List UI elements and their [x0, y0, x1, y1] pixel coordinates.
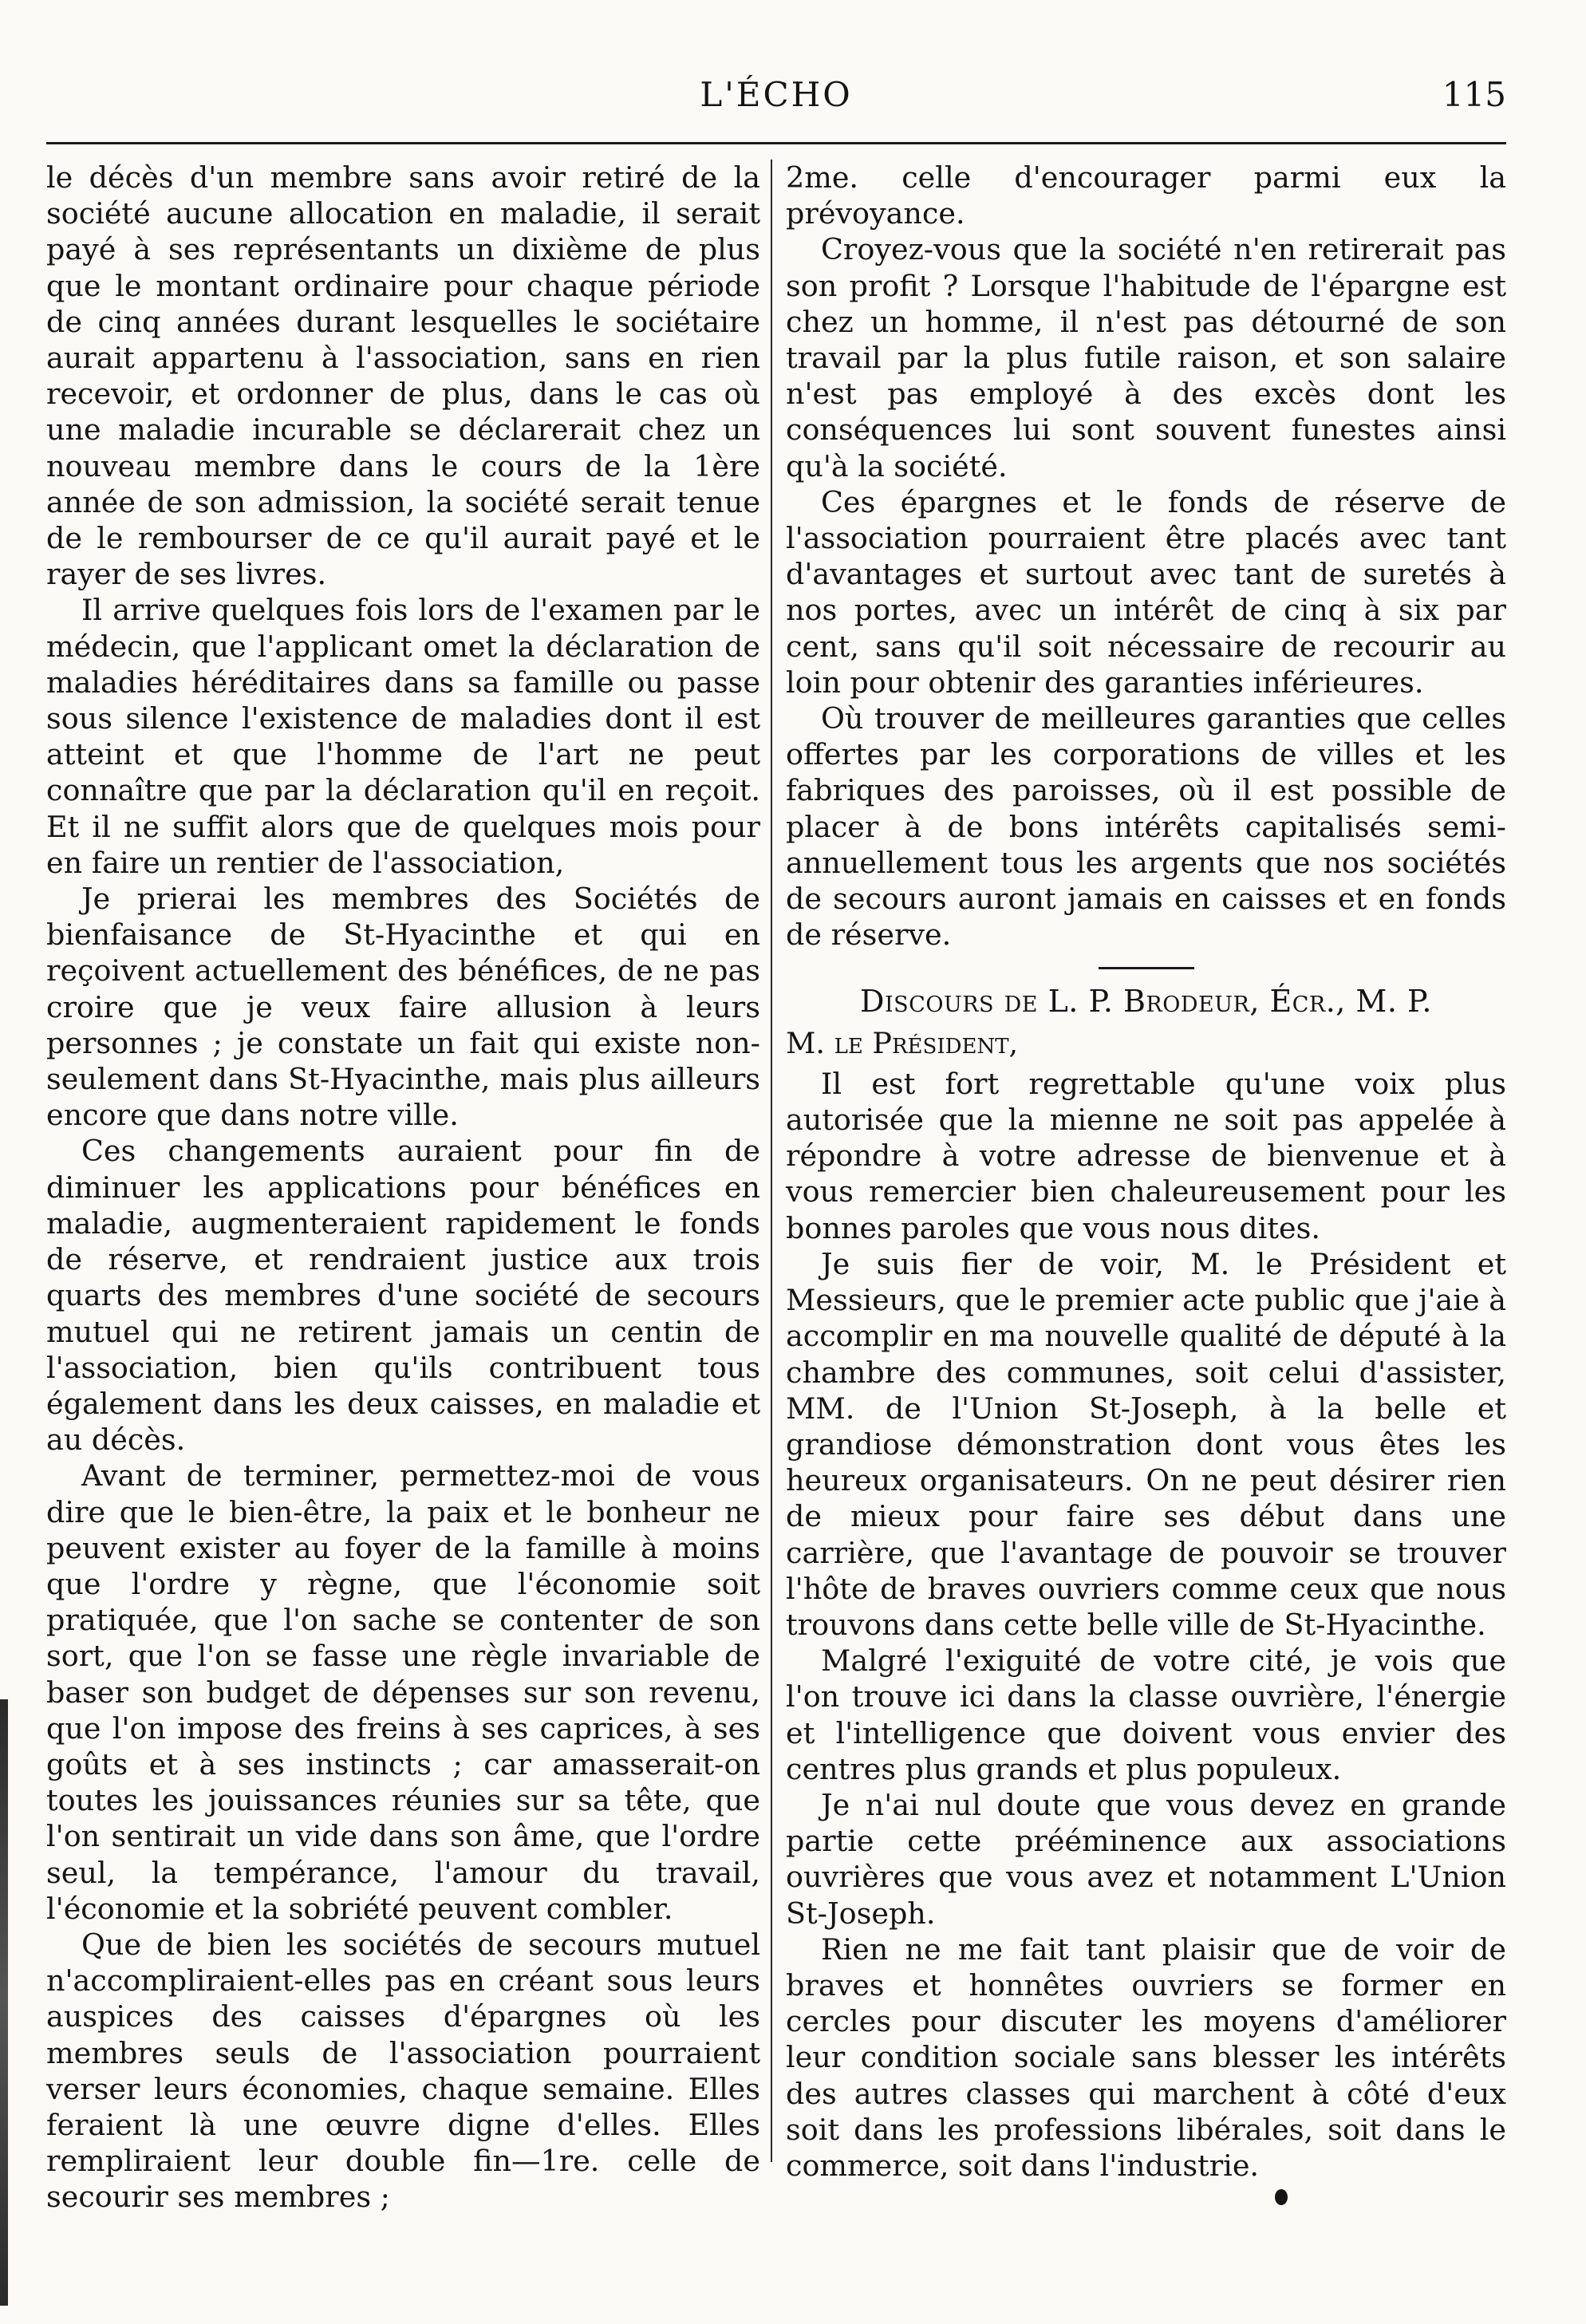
speech-heading: Discours de L. P. Brodeur, Écr., M. P. [860, 984, 1432, 1020]
paragraph: Je suis fier de voir, M. le Président et Messieurs, que le premier acte public que j'aie à accomplir en ma nouvelle qualité de député à la chambre des communes, soit celui d'assister, MM. de l'Union St-Joseph, à la belle et grandiose démonstration dont vous êtes les heureux organisateurs. On ne peut désirer rien de mieux pour faire ses début dans une carrière, que l'avantage de pouvoir se trouver l'hôte de braves ouvriers comme ceux que nous trouvons dans cette belle ville de St-Hyacinthe. [786, 1246, 1506, 1642]
right-column [786, 160, 1506, 2184]
running-header [46, 70, 1506, 118]
header-rule [46, 142, 1506, 144]
paragraph: Il arrive quelques fois lors de l'examen par le médecin, que l'applicant omet la déclaration de maladies héréditaires dans sa famille ou passe sous silence l'existence de maladies dont il est atteint et que l'homme de l'art ne peut connaître que par la déclaration qu'il en reçoit. Et il ne suffit alors que de quelques mois pour en faire un rentier de l'association, [46, 593, 760, 880]
journal-title: L'ÉCHO [700, 75, 853, 114]
paragraph: Avant de terminer, permettez-moi de vous dire que le bien-être, la paix et le bonheur ne peuvent exister au foyer de la famille à moins que l'ordre y règne, que l'économie soit pratiquée, que l'on sache se contenter de son sort, que l'on se fasse une règle invariable de baser son budget de dépenses sur son revenu, que l'on impose des freins à ses caprices, à ses goûts et à ses instincts ; car amasserait-on toutes les jouissances réunies sur sa tête, que l'on sentirait un vide dans son âme, que l'ordre seul, la tempérance, l'amour du travail, l'économie et la sobriété peuvent combler. [46, 1458, 760, 1926]
paragraph: le décès d'un membre sans avoir retiré de la société aucune allocation en maladie, il serait payé à ses représentants un dixième de plus que le montant ordinaire pour chaque période de cinq années durant lesquelles le sociétaire aurait appartenu à l'association, sans en rien recevoir, et ordonner de plus, dans le cas où une maladie incurable se déclarerait chez un nouveau membre dans le cours de la 1ère année de son admission, la société serait tenue de le rembourser de ce qu'il aurait payé et le rayer de ses livres. [46, 160, 760, 592]
section-separator [1099, 967, 1194, 969]
paragraph: Rien ne me fait tant plaisir que de voir de braves et honnêtes ouvriers se former en cercles pour discuter les moyens d'améliorer leur condition sociale sans blesser les intérêts des autres classes qui marchent à côté d'eux soit dans les professions libérales, soit dans le commerce, soit dans l'industrie. [786, 1931, 1506, 2183]
paragraph: Que de bien les sociétés de secours mutuel n'accompliraient-elles pas en créant sous leurs auspices des caisses d'épargnes où les membres seuls de l'association pourraient verser leurs économies, chaque semaine. Elles feraient là une œuvre digne d'elles. Elles rempliraient leur double fin—1re. celle de secourir ses membres ; [46, 1927, 760, 2215]
ink-dot-ornament [1275, 2189, 1288, 2205]
scan-edge-shadow [0, 1699, 8, 2306]
column-divider [771, 160, 772, 2162]
paragraph: Ces épargnes et le fonds de réserve de l'association pourraient être placés avec tant d'avantages et surtout avec tant de suretés à nos portes, avec un intérêt de cinq à six par cent, sans qu'il soit nécessaire de recourir au loin pour obtenir des garanties inférieures. [786, 484, 1506, 700]
salutation: M. le Président, [786, 1025, 1019, 1060]
page-number: 115 [1442, 75, 1506, 114]
paragraph: Je prierai les membres des Sociétés de bienfaisance de St-Hyacinthe et qui en reçoivent actuellement des bénéfices, de ne pas croire que je veux faire allusion à leurs personnes ; je constate un fait qui existe non-seulement dans St-Hyacinthe, mais plus ailleurs encore que dans notre ville. [46, 882, 760, 1133]
paragraph: Croyez-vous que la société n'en retirerait pas son profit ? Lorsque l'habitude de l'épargne est chez un homme, il n'est pas détourné de son travail par la plus futile raison, et son salaire n'est pas employé à des excès dont les conséquences lui sont souvent funestes ainsi qu'à la société. [786, 232, 1506, 483]
paragraph: Ces changements auraient pour fin de diminuer les applications pour bénéfices en maladie, augmenteraient rapidement le fonds de réserve, et rendraient justice aux trois quarts des membres d'une société de secours mutuel qui ne retirent jamais un centin de l'association, bien qu'ils contribuent tous également dans les deux caisses, en maladie et au décès. [46, 1134, 760, 1458]
paragraph: Malgré l'exiguité de votre cité, je vois que l'on trouve ici dans la classe ouvrière, l'énergie et l'intelligence que doivent vous envier des centres plus grands et plus populeux. [786, 1643, 1506, 1786]
paragraph: Je n'ai nul doute que vous devez en grande partie cette prééminence aux associations ouvrières que vous avez et notamment L'Union St-Joseph. [786, 1787, 1506, 1931]
left-column [46, 160, 760, 2215]
paragraph: 2me. celle d'encourager parmi eux la prévoyance. [786, 160, 1506, 231]
paragraph: Où trouver de meilleures garanties que celles offertes par les corporations de villes et les fabriques des paroisses, où il est possible de placer à de bons intérêts capitalisés semi-annuellement tous les argents que nos sociétés de secours auront jamais en caisses et en fonds de réserve. [786, 701, 1506, 953]
paragraph: Il est fort regrettable qu'une voix plus autorisée que la mienne ne soit pas appelée à répondre à votre adresse de bienvenue et à vous remercier bien chaleureusement pour les bonnes paroles que vous nous dites. [786, 1066, 1506, 1245]
